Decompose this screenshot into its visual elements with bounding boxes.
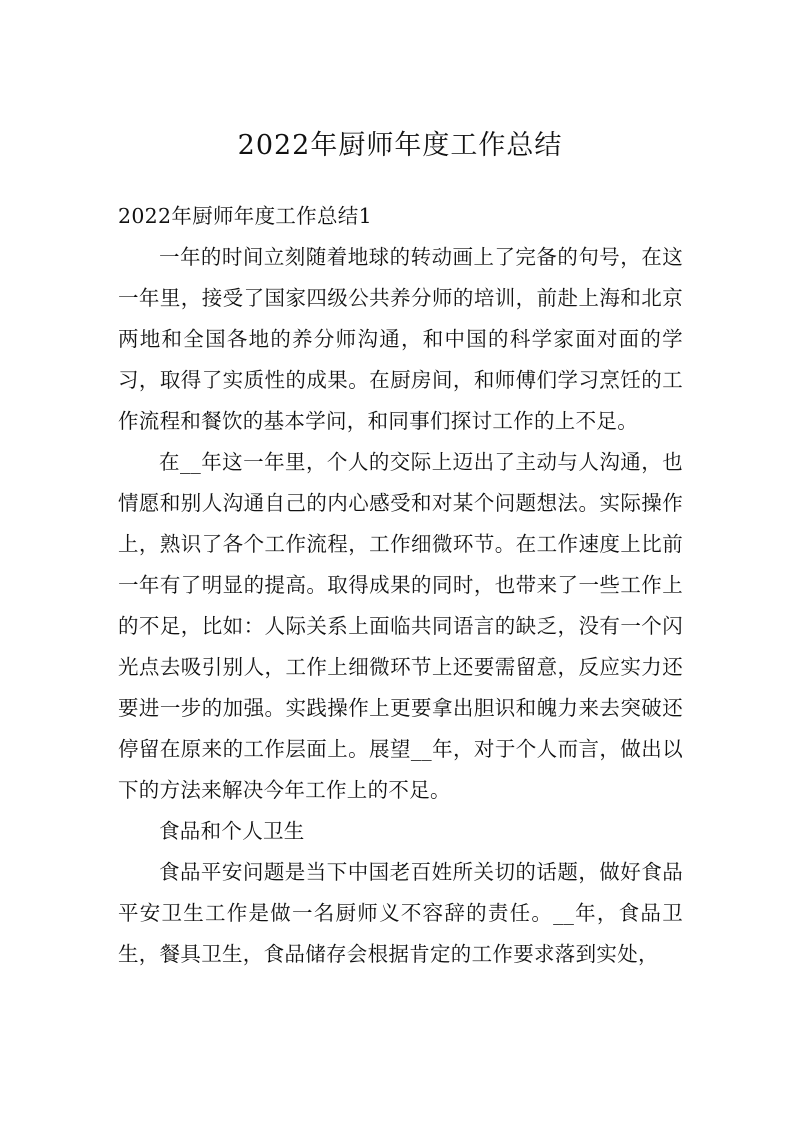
document-title: 2022年厨师年度工作总结 [237,130,563,161]
paragraph-2: 在__年这一年里，个人的交际上迈出了主动与人沟通，也情愿和别人沟通自己的内心感受和对某个问题想法。实际操作上，熟识了各个工作流程，工作细微环节。在工作速度上比前一年有了明显的提高。取得成果的同时，也带来了一些工作上的不足，比如：人际关系上面临共同语言的缺乏，没有一个闪光点去吸引别人，工作上细微环节上还要需留意，反应实力还要进一步的加强。实践操作上更要拿出胆识和魄力来去突破还停留在原来的工作层面上。展望__年，对于个人而言，做出以下的方法来解决今年工作上的不足。 [118,450,683,802]
document-body [118,196,683,975]
paragraph-1: 一年的时间立刻随着地球的转动画上了完备的句号，在这一年里，接受了国家四级公共养分师的培训，前赴上海和北京两地和全国各地的养分师沟通，和中国的科学家面对面的学习，取得了实质性的成果。在厨房间，和师傅们学习烹饪的工作流程和餐饮的基本学问，和同事们探讨工作的上不足。 [118,245,683,433]
section-heading: 2022年厨师年度工作总结1 [118,204,372,228]
paragraph-3: 食品平安问题是当下中国老百姓所关切的话题，做好食品平安卫生工作是做一名厨师义不容辞的责任。__年，食品卫生，餐具卫生，食品储存会根据肯定的工作要求落到实处， [118,860,683,966]
subheading-food-hygiene: 食品和个人卫生 [159,819,305,843]
